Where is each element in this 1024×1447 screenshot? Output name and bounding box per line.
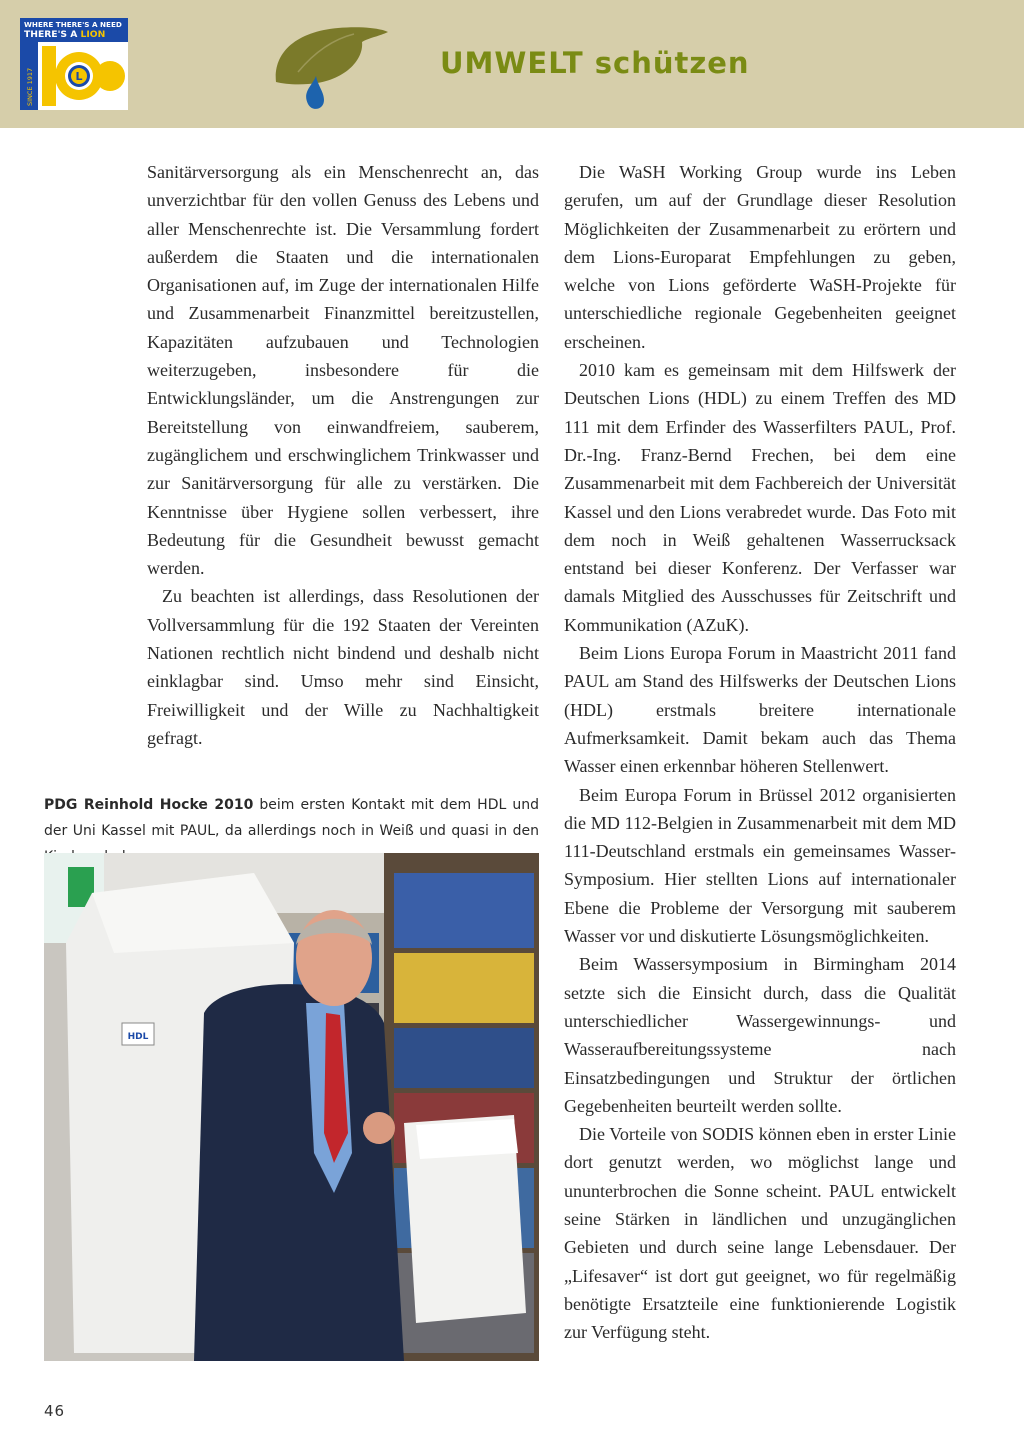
left-column bbox=[147, 158, 539, 752]
paragraph: Beim Lions Europa Forum in Maastricht 2011 fand PAUL am Stand des Hilfswerks der Deutschen Lions (HDL) erstmals breitere internationale Aufmerksamkeit. Damit bekam auch das Thema Wasser einen erkennbar höheren Stellenwert. bbox=[564, 643, 956, 777]
paragraph: Die WaSH Working Group wurde ins Leben gerufen, um auf der Grundlage dieser Resolution Möglichkeiten der Zusammenarbeit zu erörtern und dem Lions-Europarat Empfehlungen zu geben, welche von Lions geförderte WaSH-Projekte für unterschiedliche regionale Gegebenheiten geeignet erscheinen. bbox=[564, 162, 956, 352]
logo-line1: WHERE THERE'S A NEED bbox=[24, 20, 122, 29]
paragraph: Beim Wassersymposium in Birmingham 2014 setzte sich die Einsicht durch, dass die Qualität unterschiedlicher Wassergewinnungs- und Wasseraufbereitungssysteme nach Einsatzbedingungen und Struktur der örtlichen Gegebenheiten beurteilt werden sollte. bbox=[564, 954, 956, 1116]
paragraph: Sanitärversorgung als ein Menschenrecht an, das unverzichtbar für den vollen Genuss des Lebens und aller Menschenrechte ist. Die Versammlung fordert außerdem die Staaten und die internationalen Organisationen auf, im Zuge der internationalen Hilfe und Zusammenarbeit Finanzmittel bereitzustellen, Kapazitäten aufzubauen und Technologien weiterzugeben, insbesondere für die Entwicklungsländer, um die Anstrengungen zur Bereitstellung von einwandfreiem, sauberem, zugänglichem und erschwinglichem Trinkwasser und zur Sanitärversorgung für alle zu verstärken. Die Kenntnisse über Hygiene sollen verbessert, ihre Bedeutung für die Gesundheit bewusst gemacht werden. bbox=[147, 162, 539, 579]
paragraph: Beim Europa Forum in Brüssel 2012 organisierten die MD 112-Belgien in Zusammenarbeit mit dem MD 111-Deutschland erstmals ein gemeinsames Wasser-Symposium. Hier stellten Lions auf internationaler Ebene die Probleme der Versorgung mit sauberem Wasser vor und diskutierte Lösungsmöglichkeiten. bbox=[564, 784, 956, 947]
paragraph: 2010 kam es gemeinsam mit dem Hilfswerk der Deutschen Lions (HDL) zu einem Treffen des MD 111 mit dem Erfinder des Wasserfilters PAUL, Prof. Dr.-Ing. Franz-Bernd Frechen, bei dem eine Zusammenarbeit mit dem Fachbereich der Universität Kassel und den Lions verabredet wurde. Das Foto mit dem noch in Weiß gehaltenen Wasserrucksack entstand bei dieser Konferenz. Der Verfasser war damals Mitglied des Ausschusses für Zeitschrift und Kommunikation (AZuK). bbox=[564, 360, 956, 635]
paragraph: Zu beachten ist allerdings, dass Resolutionen der Vollversammlung für die 192 Staaten der Vereinten Nationen rechtlich nicht bindend und deshalb nicht einklagbar sind. Umso mehr sind Einsicht, Freiwilligkeit und der Wille zu Nachhaltigkeit gefragt. bbox=[147, 586, 539, 748]
caption-text: beim ersten Kontakt mit dem HDL und der Uni Kassel mit PAUL, da allerdings noch in Weiß und quasi in den bbox=[44, 797, 539, 839]
section-title: UMWELT schützen bbox=[440, 46, 750, 80]
photo-man-with-water-backpack bbox=[44, 853, 539, 1361]
lions-100-logo bbox=[20, 18, 128, 110]
leaf-with-water-drop-icon bbox=[268, 20, 393, 110]
right-column bbox=[564, 158, 956, 1346]
svg-text:L: L bbox=[75, 70, 83, 83]
header-band bbox=[0, 0, 1024, 128]
logo-since: SINCE 1917 bbox=[26, 67, 34, 106]
page-number: 46 bbox=[44, 1402, 66, 1420]
photo-sticker-text: HDL bbox=[127, 1032, 149, 1042]
paragraph: Die Vorteile von SODIS können eben in erster Linie dort genutzt werden, wo möglichst lange und ununterbrochen die Sonne scheint. PAUL entwickelt seine Stärken in ländlichen und unzugänglichen Gebieten und durch seine lange Lebensdauer. Der „Lifesaver“ ist dort gut geeignet, wo für regelmäßig benötigte Ersatzteile eine funktionierende Logistik zur Verfügung steht. bbox=[564, 1124, 956, 1343]
logo-line2: THERE'S A LION bbox=[24, 29, 106, 40]
caption-bold: PDG Reinhold Hocke 2010 bbox=[44, 797, 254, 813]
